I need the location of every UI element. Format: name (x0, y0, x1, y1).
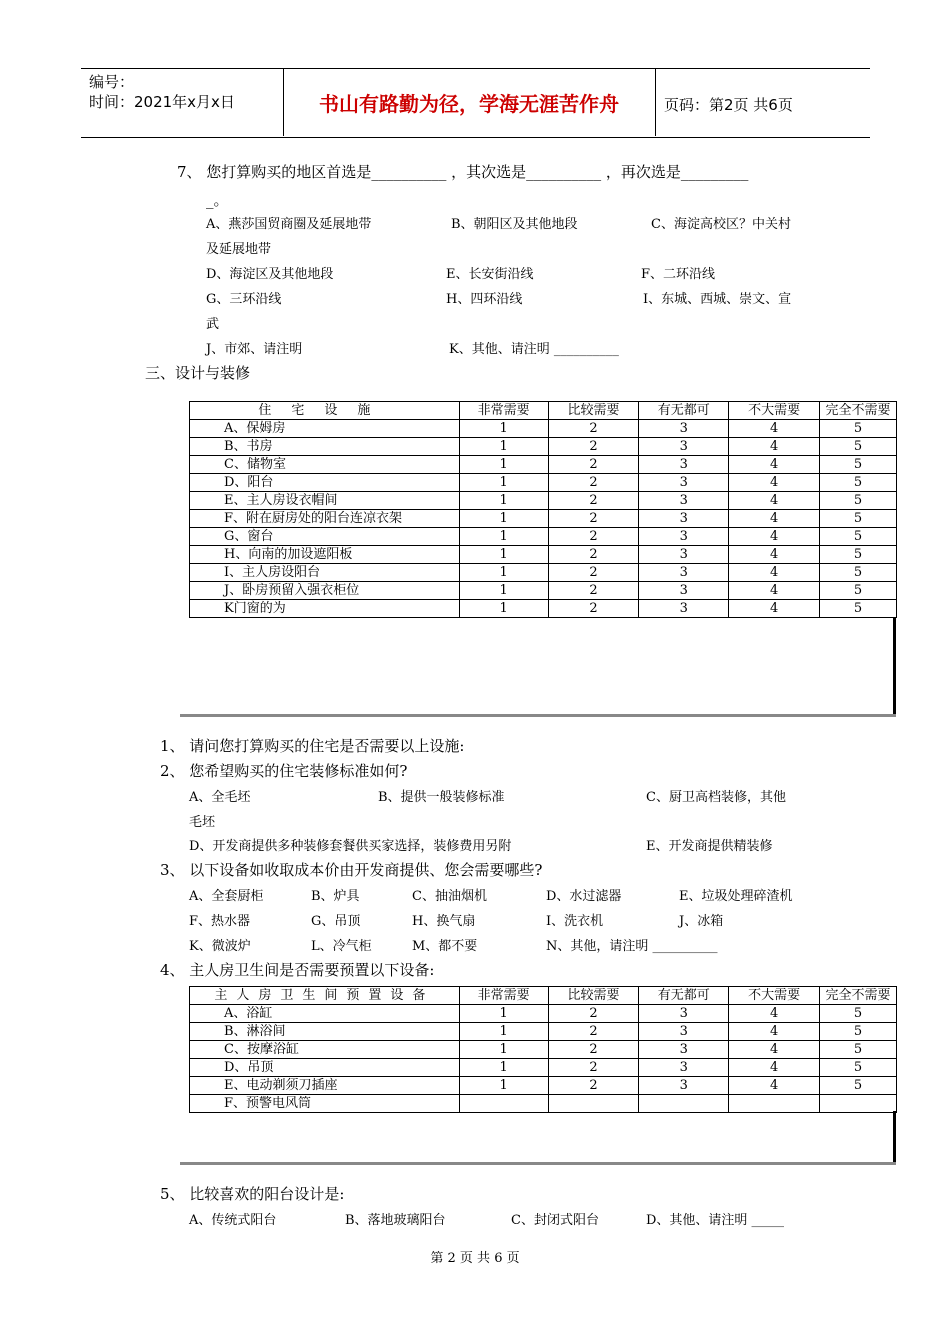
rating-cell[interactable]: 3 (639, 492, 729, 510)
column-header: 主人房卫生间预置设备 (190, 987, 460, 1005)
page-footer: 第 2 页 共 6 页 (430, 1251, 520, 1266)
rating-cell[interactable] (459, 1095, 548, 1113)
row-label: D、阳台 (190, 474, 460, 492)
rating-cell[interactable]: 1 (459, 456, 548, 474)
table-row (190, 438, 897, 456)
column-header: 不大需要 (729, 402, 820, 420)
rating-cell[interactable]: 4 (729, 546, 820, 564)
row-label: I、主人房设阳台 (190, 564, 460, 582)
table-row (190, 1005, 897, 1023)
rating-cell[interactable] (820, 1095, 897, 1113)
column-header: 住宅设施 (190, 402, 460, 420)
q7-option: I、东城、西城、崇文、宣 (643, 292, 792, 307)
rating-cell[interactable]: 4 (729, 600, 820, 618)
table-row (190, 1023, 897, 1041)
rating-cell[interactable]: 3 (639, 1023, 729, 1041)
bathroom-table (189, 986, 897, 1113)
rating-cell[interactable] (548, 1095, 639, 1113)
rating-cell[interactable]: 5 (820, 474, 897, 492)
rating-cell[interactable]: 5 (820, 492, 897, 510)
q2-option: D、开发商提供多种装修套餐供买家选择，装修费用另附 (189, 839, 512, 854)
rating-cell[interactable]: 5 (820, 438, 897, 456)
q7-option: K、其他、请注明 __________ (449, 342, 619, 357)
question-1: 1、 请问您打算购买的住宅是否需要以上设施: (160, 737, 465, 755)
q2-option: A、全毛坯 (189, 790, 251, 805)
rating-cell[interactable]: 1 (459, 546, 548, 564)
q3-option: A、全套厨柜 (189, 889, 264, 904)
rating-cell[interactable] (639, 1095, 729, 1113)
q3-option: K、微波炉 (189, 939, 251, 954)
rating-cell[interactable]: 1 (459, 1041, 548, 1059)
rating-cell[interactable]: 5 (820, 510, 897, 528)
rating-cell[interactable]: 3 (639, 1059, 729, 1077)
rating-cell[interactable]: 4 (729, 528, 820, 546)
rating-cell[interactable]: 4 (729, 456, 820, 474)
q7-option: C、海淀高校区？中关村 (651, 217, 791, 232)
q7-option: F、二环沿线 (641, 267, 716, 282)
q3-option: B、炉具 (311, 889, 360, 904)
rating-cell[interactable]: 5 (820, 456, 897, 474)
rating-cell[interactable]: 2 (548, 1041, 639, 1059)
row-label: K门窗的为 (190, 600, 460, 618)
row-label: E、电动剃须刀插座 (190, 1077, 460, 1095)
q7-option: H、四环沿线 (446, 292, 523, 307)
table-row (190, 1077, 897, 1095)
q3-option: M、都不要 (412, 939, 478, 954)
rating-cell[interactable]: 3 (639, 456, 729, 474)
question-2: 2、 您希望购买的住宅装修标准如何? (160, 762, 408, 780)
rating-cell[interactable]: 3 (639, 420, 729, 438)
table-frame-edge (893, 1111, 896, 1165)
row-label: B、书房 (190, 438, 460, 456)
q2-option: B、提供一般装修标准 (378, 790, 505, 805)
rating-cell[interactable]: 1 (459, 510, 548, 528)
header-motto: 书山有路勤为径，学海无涯苦作舟 (319, 92, 619, 116)
q3-option: H、换气扇 (412, 914, 476, 929)
table-frame-edge (180, 714, 896, 717)
column-header: 有无都可 (639, 987, 729, 1005)
table-row (190, 420, 897, 438)
rating-cell[interactable]: 1 (459, 1005, 548, 1023)
rating-cell[interactable]: 4 (729, 438, 820, 456)
q7-option: A、燕莎国贸商圈及延展地带 (206, 217, 372, 232)
q5-option: A、传统式阳台 (189, 1213, 277, 1228)
rating-cell[interactable]: 4 (729, 582, 820, 600)
rating-cell[interactable]: 1 (459, 1023, 548, 1041)
row-label: J、卧房预留入强衣柜位 (190, 582, 460, 600)
rating-cell[interactable]: 1 (459, 492, 548, 510)
rating-cell[interactable]: 5 (820, 546, 897, 564)
table-row (190, 546, 897, 564)
header-divider (655, 68, 656, 136)
q3-option: I、洗衣机 (546, 914, 604, 929)
rating-cell[interactable]: 5 (820, 1041, 897, 1059)
q7-option: G、三环沿线 (206, 292, 282, 307)
rating-cell[interactable]: 3 (639, 564, 729, 582)
rating-cell[interactable]: 4 (729, 492, 820, 510)
rating-cell[interactable]: 5 (820, 1005, 897, 1023)
rating-cell[interactable]: 2 (548, 546, 639, 564)
rating-cell[interactable]: 2 (548, 510, 639, 528)
rating-cell[interactable]: 1 (459, 1059, 548, 1077)
rating-cell[interactable]: 4 (729, 1005, 820, 1023)
rating-cell[interactable]: 2 (548, 1005, 639, 1023)
question-3: 3、 以下设备如收取成本价由开发商提供、您会需要哪些? (160, 861, 543, 879)
row-label: F、附在厨房处的阳台连凉衣架 (190, 510, 460, 528)
table-frame-edge (893, 618, 896, 717)
table-row (190, 510, 897, 528)
rating-cell[interactable]: 2 (548, 1077, 639, 1095)
rating-cell[interactable]: 1 (459, 582, 548, 600)
rating-cell[interactable]: 2 (548, 438, 639, 456)
q3-option: J、冰箱 (679, 914, 724, 929)
rating-cell[interactable]: 4 (729, 564, 820, 582)
header-number: 编号： (89, 73, 135, 91)
q2-option: C、厨卫高档装修，其他 (646, 790, 786, 805)
rating-cell[interactable]: 3 (639, 1077, 729, 1095)
section-title: 三、设计与装修 (145, 364, 251, 382)
q3-option: E、垃圾处理碎渣机 (679, 889, 793, 904)
rating-cell[interactable]: 3 (639, 528, 729, 546)
rating-cell[interactable]: 2 (548, 492, 639, 510)
rating-cell[interactable]: 1 (459, 1077, 548, 1095)
q5-option: B、落地玻璃阳台 (345, 1213, 446, 1228)
row-label: A、保姆房 (190, 420, 460, 438)
row-label: A、浴缸 (190, 1005, 460, 1023)
rating-cell[interactable]: 2 (548, 456, 639, 474)
header-time: 时间：2021年x月x日 (89, 93, 235, 111)
rating-cell[interactable] (729, 1095, 820, 1113)
table-row (190, 456, 897, 474)
rating-cell[interactable]: 3 (639, 1005, 729, 1023)
table-row (190, 1041, 897, 1059)
q5-option: C、封闭式阳台 (511, 1213, 599, 1228)
column-header: 不大需要 (729, 987, 820, 1005)
rating-cell[interactable]: 3 (639, 546, 729, 564)
rating-cell[interactable]: 2 (548, 528, 639, 546)
column-header: 非常需要 (459, 402, 548, 420)
q7-option: D、海淀区及其他地段 (206, 267, 334, 282)
column-header: 比较需要 (548, 402, 639, 420)
rating-cell[interactable]: 5 (820, 528, 897, 546)
rating-cell[interactable]: 5 (820, 1023, 897, 1041)
rating-cell[interactable]: 4 (729, 510, 820, 528)
rating-cell[interactable]: 5 (820, 600, 897, 618)
header-meta (89, 72, 235, 112)
rating-cell[interactable]: 3 (639, 1041, 729, 1059)
table-row (190, 492, 897, 510)
header-page-number: 页码：第2页 共6页 (664, 96, 793, 114)
q7-option: B、朝阳区及其他地段 (451, 217, 578, 232)
row-label: F、预警电风筒 (190, 1095, 460, 1113)
rating-cell[interactable]: 4 (729, 474, 820, 492)
rating-cell[interactable]: 3 (639, 510, 729, 528)
column-header: 比较需要 (548, 987, 639, 1005)
rating-cell[interactable]: 1 (459, 438, 548, 456)
row-label: C、按摩浴缸 (190, 1041, 460, 1059)
question-4: 4、 主人房卫生间是否需要预置以下设备: (160, 961, 435, 979)
rating-cell[interactable]: 2 (548, 582, 639, 600)
table-row (190, 474, 897, 492)
rating-cell[interactable]: 2 (548, 420, 639, 438)
rating-cell[interactable]: 5 (820, 1077, 897, 1095)
table-row (190, 600, 897, 618)
row-label: H、向南的加设遮阳板 (190, 546, 460, 564)
q3-option: N、其他，请注明 __________ (546, 939, 718, 954)
q7-option: 武 (206, 317, 220, 332)
q5-option: D、其他、请注明 _____ (646, 1213, 785, 1228)
row-label: G、窗台 (190, 528, 460, 546)
rating-cell[interactable]: 4 (729, 1077, 820, 1095)
q7-prompt: 7、 您打算购买的地区首选是__________ ，其次选是__________ ，再次选是_________ (177, 163, 749, 181)
row-label: E、主人房设衣帽间 (190, 492, 460, 510)
facilities-table (189, 401, 897, 618)
rating-cell[interactable]: 2 (548, 600, 639, 618)
table-row (190, 1059, 897, 1077)
rating-cell[interactable]: 1 (459, 528, 548, 546)
rating-cell[interactable]: 4 (729, 1023, 820, 1041)
table-header-row (190, 987, 897, 1005)
rating-cell[interactable]: 2 (548, 1023, 639, 1041)
rating-cell[interactable]: 3 (639, 582, 729, 600)
q3-option: F、热水器 (189, 914, 251, 929)
row-label: D、吊顶 (190, 1059, 460, 1077)
rating-cell[interactable]: 5 (820, 1059, 897, 1077)
table-row (190, 582, 897, 600)
table-row (190, 564, 897, 582)
rating-cell[interactable]: 3 (639, 438, 729, 456)
q2-option: 毛坯 (189, 815, 216, 830)
rating-cell[interactable]: 3 (639, 474, 729, 492)
rating-cell[interactable]: 5 (820, 582, 897, 600)
rating-cell[interactable]: 4 (729, 1059, 820, 1077)
table-row (190, 528, 897, 546)
table-row (190, 1095, 897, 1113)
row-label: B、淋浴间 (190, 1023, 460, 1041)
q7-option: E、长安街沿线 (446, 267, 534, 282)
column-header: 非常需要 (459, 987, 548, 1005)
question-5: 5、 比较喜欢的阳台设计是: (160, 1185, 345, 1203)
q2-option: E、开发商提供精装修 (646, 839, 773, 854)
column-header: 完全不需要 (820, 987, 897, 1005)
rating-cell[interactable]: 2 (548, 564, 639, 582)
rating-cell[interactable]: 5 (820, 420, 897, 438)
table-frame-edge (180, 1162, 896, 1165)
rating-cell[interactable]: 4 (729, 1041, 820, 1059)
rating-cell[interactable]: 1 (459, 474, 548, 492)
column-header: 有无都可 (639, 402, 729, 420)
q7-option: 及延展地带 (206, 242, 272, 257)
rating-cell[interactable]: 1 (459, 420, 548, 438)
q3-option: D、水过滤器 (546, 889, 622, 904)
rating-cell[interactable]: 1 (459, 564, 548, 582)
q3-option: G、吊顶 (311, 914, 361, 929)
rating-cell[interactable]: 2 (548, 1059, 639, 1077)
rating-cell[interactable]: 3 (639, 600, 729, 618)
rating-cell[interactable]: 4 (729, 420, 820, 438)
column-header: 完全不需要 (820, 402, 897, 420)
row-label: C、储物室 (190, 456, 460, 474)
q7-prompt-tail: _。 (206, 191, 229, 209)
rating-cell[interactable]: 5 (820, 564, 897, 582)
q7-option: J、市郊、请注明 (206, 342, 303, 357)
table-header-row (190, 402, 897, 420)
rating-cell[interactable]: 2 (548, 474, 639, 492)
q3-option: C、抽油烟机 (412, 889, 487, 904)
q3-option: L、冷气柜 (311, 939, 372, 954)
rating-cell[interactable]: 1 (459, 600, 548, 618)
